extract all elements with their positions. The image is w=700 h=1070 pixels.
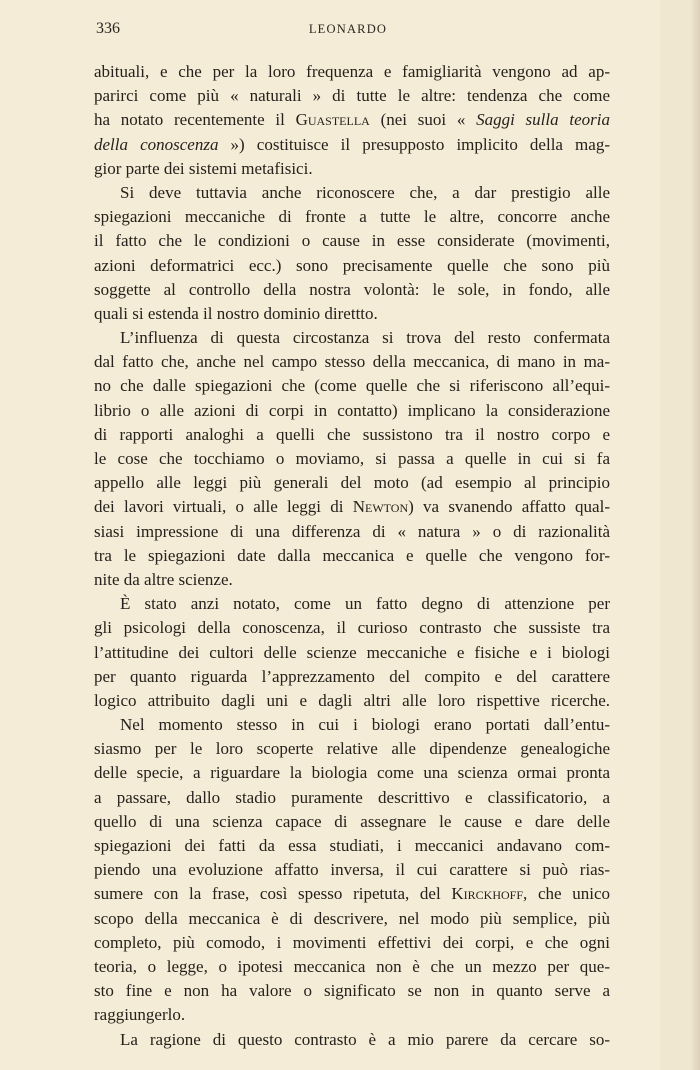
text-segment: scopo della meccanica è di descrivere, nel modo più semplice, più: [94, 908, 610, 928]
text-line: [94, 786, 610, 810]
author-name: Newton: [352, 497, 409, 517]
text-line: [94, 326, 610, 350]
text-line: [94, 689, 610, 713]
text-line: [94, 133, 610, 157]
text-segment: di rapporti analoghi a quelli che sussistono tra il nostro corpo e: [94, 424, 610, 444]
italic-title: Saggi sulla teoria: [476, 110, 610, 130]
text-line: [94, 1028, 610, 1052]
text-line: [94, 955, 610, 979]
text-segment: librio o alle azioni di corpi in contatto) implicano la considerazione: [94, 400, 610, 420]
text-segment: per quanto riguarda l’apprezzamento del compito e del carattere: [94, 666, 610, 686]
text-line: [94, 882, 610, 906]
text-line: [94, 84, 610, 108]
text-segment: completo, più comodo, i movimenti effettivi dei corpi, e che ogni: [94, 932, 610, 952]
text-line: [94, 616, 610, 640]
text-line: [94, 254, 610, 278]
text-segment: (nei suoi «: [369, 110, 477, 130]
text-segment: ha notato recentemente il: [94, 110, 296, 130]
text-segment: quali si estenda il nostro dominio direttto.: [94, 303, 378, 323]
text-line: [94, 544, 610, 568]
text-line: [94, 423, 610, 447]
text-line: [94, 278, 610, 302]
text-segment: ») costituisce il presupposto implicito della mag-: [218, 134, 610, 154]
text-segment: raggiungerlo.: [94, 1005, 186, 1025]
text-line: [94, 181, 610, 205]
text-segment: L’influenza di questa circostanza si trova del resto confermata: [120, 328, 610, 348]
text-segment: sumere con la frase, così spesso ripetuta, del: [94, 884, 452, 904]
author-name: Guastella: [295, 110, 370, 130]
text-segment: parirci come più « naturali » di tutte le altre: tendenza che come: [94, 86, 610, 106]
text-segment: ) va svanendo affatto qual-: [408, 497, 610, 517]
text-segment: quello di una scienza capace di assegnare le cause e dare delle: [94, 811, 610, 831]
italic-title: della conoscenza: [94, 134, 219, 154]
text-segment: piendo una evoluzione affatto inversa, il cui carattere si può rias-: [94, 860, 610, 880]
text-line: [94, 108, 610, 132]
author-name: Kirckhoff: [451, 884, 524, 904]
text-segment: Nel momento stesso in cui i biologi erano portati dall’entu-: [120, 715, 610, 735]
text-segment: siasi impressione di una differenza di « natura » o di razionalità: [94, 521, 610, 541]
text-line: [94, 761, 610, 785]
text-line: [94, 737, 610, 761]
text-line: [94, 229, 610, 253]
text-line: [94, 520, 610, 544]
text-segment: delle specie, a riguardare la biologia come una scienza ormai pronta: [94, 763, 610, 783]
text-line: [94, 471, 610, 495]
text-line: [94, 568, 610, 592]
text-line: [94, 858, 610, 882]
text-segment: gli psicologi della conoscenza, il curioso contrasto che sussiste tra: [94, 618, 610, 638]
text-line: [94, 665, 610, 689]
text-segment: dal fatto che, anche nel campo stesso della meccanica, di mano in ma-: [94, 352, 610, 372]
text-segment: soggette al controllo della nostra volontà: le sole, in fondo, alle: [94, 279, 610, 299]
text-segment: teoria, o legge, o ipotesi meccanica non è che un mezzo per que-: [94, 956, 610, 976]
text-line: [94, 495, 610, 519]
text-segment: tra le spiegazioni date dalla meccanica e quelle che vengono for-: [94, 545, 610, 565]
text-segment: , che unico: [523, 884, 611, 904]
text-segment: spiegazioni meccaniche di fronte a tutte le altre, concorre anche: [94, 207, 610, 227]
text-line: [94, 399, 610, 423]
page-gutter-shadow: [690, 0, 700, 1070]
text-line: [94, 60, 610, 84]
text-line: [94, 834, 610, 858]
text-segment: no che dalle spiegazioni che (come quelle che si riferiscono all’equi-: [94, 376, 610, 396]
text-segment: sto fine e non ha valore o significato se non in quanto serve a: [94, 981, 610, 1001]
text-line: [94, 302, 610, 326]
text-line: [94, 907, 610, 931]
text-segment: azioni deformatrici ecc.) sono precisamente quelle che sono più: [94, 255, 610, 275]
body-text: [94, 60, 610, 1052]
text-segment: È stato anzi notato, come un fatto degno di attenzione per: [120, 594, 610, 614]
text-line: [94, 810, 610, 834]
running-head: LEONARDO: [308, 22, 388, 36]
text-line: [94, 157, 610, 181]
text-segment: il fatto che le condizioni o cause in esse considerate (movimenti,: [94, 231, 610, 251]
text-line: [94, 350, 610, 374]
text-segment: spiegazioni dei fatti da essa studiati, i meccanici andavano com-: [94, 836, 610, 855]
text-line: [94, 931, 610, 955]
page-number: 336: [96, 20, 120, 37]
text-line: [94, 205, 610, 229]
text-line: [94, 979, 610, 1003]
text-segment: l’attitudine dei cultori delle scienze meccaniche e fisiche e i biologi: [94, 642, 610, 662]
text-segment: le cose che tocchiamo o moviamo, si passa a quelle in cui si fa: [94, 449, 610, 468]
text-segment: dei lavori virtuali, o alle leggi di: [94, 497, 353, 517]
text-segment: siasmo per le loro scoperte relative alle dipendenze genealogiche: [94, 739, 610, 759]
text-line: [94, 592, 610, 616]
text-segment: nite da altre scienze.: [94, 569, 233, 589]
text-segment: logico attribuito dagli uni e dagli altri alle loro rispettive ricerche.: [94, 690, 610, 710]
text-segment: La ragione di questo contrasto è a mio parere da cercare so-: [120, 1029, 610, 1049]
text-line: [94, 374, 610, 398]
text-line: [94, 713, 610, 737]
text-segment: Si deve tuttavia anche riconoscere che, a dar prestigio alle: [120, 182, 610, 202]
page-header: [96, 20, 600, 42]
text-segment: abituali, e che per la loro frequenza e famigliarità vengono ad ap-: [94, 62, 610, 81]
text-segment: gior parte dei sistemi metafisici.: [94, 158, 313, 178]
text-segment: appello alle leggi più generali del moto (ad esempio al principio: [94, 473, 610, 493]
text-line: [94, 1003, 610, 1027]
text-line: [94, 641, 610, 665]
text-line: [94, 447, 610, 471]
text-segment: a passare, dallo stadio puramente descrittivo e classificatorio, a: [94, 787, 610, 807]
